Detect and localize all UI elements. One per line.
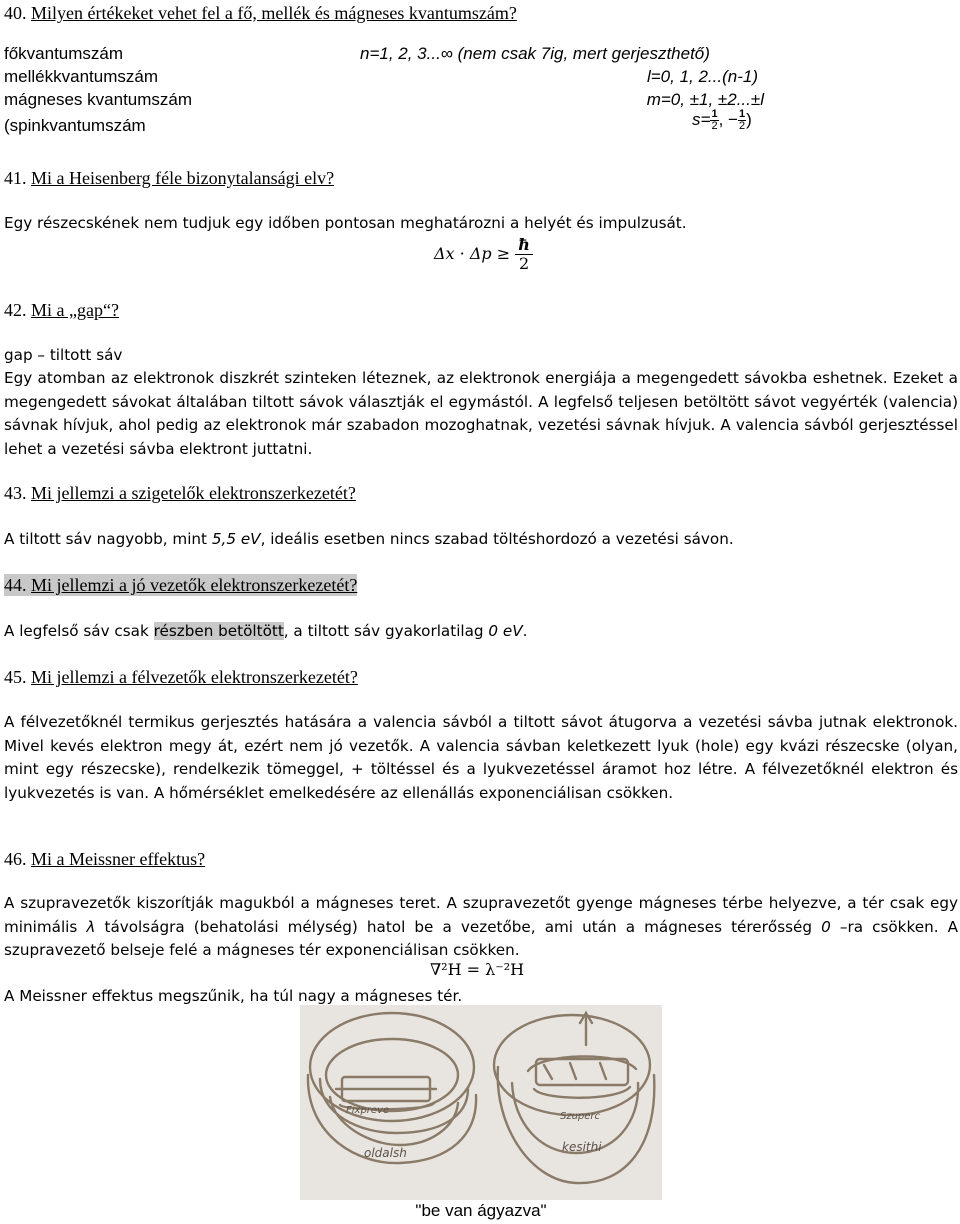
hbar-fraction: $\frac{ħ}{2}$ <box>515 236 533 273</box>
question-title: Mi jellemzi a szigetelők elektronszerkezetét? <box>31 483 356 503</box>
heisenberg-text: Egy részecskének nem tudjuk egy időben pontosan meghatározni a helyét és impulzusát. <box>4 214 687 232</box>
principal-quantum-value: n=1, 2, 3...∞ (nem csak 7ig, mert gerjeszthető) <box>360 44 710 63</box>
magnetic-quantum-label: mágneses kvantumszám <box>4 90 193 109</box>
gap-explanation: Egy atomban az elektronok diszkrét szinteken léteznek, az elektronok energiája a megengedett sávokba eshetnek. Ezeket a megengedett sávokat általában tiltott sávok választják el egymástól. A legfelső teljesen betöltött sávot vegyérték (valencia) sávnak hívjuk, ahol pedig az elektronok már szabadon mozoghatnak, vezetési sávnak hívjuk. A valencia sávból gerjesztéssel lehet a vezetési sávba elektront juttatni. <box>4 369 958 458</box>
spin-fraction-negative: $\frac{1}{2}$ <box>738 108 746 133</box>
meissner-sketch-photo <box>300 1005 662 1200</box>
meissner-sketch <box>300 1005 662 1200</box>
question-title: Mi jellemzi a jó vezetők elektronszerkezetét? <box>31 575 358 595</box>
highlighted-phrase: részben betöltött <box>153 622 284 640</box>
question-title: Mi jellemzi a félvezetők elektronszerkezetét? <box>31 667 358 687</box>
azimuthal-quantum-label: mellékkvantumszám <box>4 67 158 86</box>
question-45-heading <box>4 666 358 688</box>
question-title: Mi a „gap“? <box>31 300 119 320</box>
left-sketch-caption: oldalsh <box>364 1146 407 1160</box>
left-sketch-label: Fixpreve <box>346 1105 390 1116</box>
london-equation: ∇²H = λ⁻²H <box>430 960 525 979</box>
azimuthal-quantum-value: l=0, 1, 2...(n-1) <box>646 67 758 86</box>
gap-definition: gap – tiltott sáv <box>4 346 123 364</box>
principal-quantum-label: főkvantumszám <box>4 44 124 63</box>
question-number: 42. <box>4 300 27 320</box>
question-title: Mi a Meissner effektus? <box>31 849 206 869</box>
figure-caption: "be van ágyazva" <box>415 1201 547 1220</box>
question-number: 40. <box>4 3 27 23</box>
magnetic-quantum-value: m=0, ±1, ±2...±l <box>646 90 764 109</box>
insulator-text: A tiltott sáv nagyobb, mint 5,5 eV, ideális esetben nincs szabad töltéshordozó a vezetési sávon. <box>4 530 734 548</box>
question-40-heading <box>4 2 517 24</box>
spin-quantum-label: (spinkvantumszám <box>4 116 146 135</box>
question-title: Mi a Heisenberg féle bizonytalansági elv? <box>31 168 335 188</box>
question-number: 45. <box>4 667 27 687</box>
question-46-heading <box>4 848 205 870</box>
meissner-text: A szupravezetők kiszorítják magukból a mágneses teret. A szupravezetőt gyenge mágneses térbe helyezve, a tér csak egy minimális λ távolságra (behatolási mélység) hatol be a vezetőbe, ami után a mágneses térerősség 0 –ra csökken. A szupravezető belseje felé a mágneses tér exponenciálisan csökken. <box>4 894 959 959</box>
right-sketch-caption: kesithi <box>562 1140 602 1154</box>
question-number: 46. <box>4 849 27 869</box>
question-title: Milyen értékeket vehet fel a fő, mellék és mágneses kvantumszám? <box>31 3 517 23</box>
question-number: 44. <box>4 575 27 595</box>
spin-quantum-value: s= $\frac{1}{2}$ , − $\frac{1}{2}$ ) <box>692 108 752 133</box>
question-number: 43. <box>4 483 27 503</box>
spin-fraction-positive: $\frac{1}{2}$ <box>711 108 718 133</box>
meissner-conclusion: A Meissner effektus megszűnik, ha túl nagy a mágneses tér. <box>4 987 463 1005</box>
question-number: 41. <box>4 168 27 188</box>
question-43-heading <box>4 482 356 504</box>
question-42-heading <box>4 299 119 321</box>
question-44-heading <box>4 574 357 596</box>
heisenberg-formula: Δx · Δp ≥ $\frac{ħ}{2}$ <box>434 236 533 273</box>
question-41-heading <box>4 167 334 189</box>
semiconductor-text: A félvezetőknél termikus gerjesztés hatására a valencia sávból a tiltott sávot átugorva a vezetési sávba jutnak elektronok. Mivel kevés elektron megy át, ezért nem jó vezetők. A valencia sávban keletkezett lyuk (hole) egy kvázi részecske (olyan, mint egy részecske), rendelkezik tömeggel, + töltéssel és a lyukvezetéssel áramot hoz létre. A félvezetőknél elektron és lyukvezetés is van. A hőmérséklet emelkedésére az ellenállás exponenciálisan csökken. <box>4 713 958 802</box>
conductor-text: A legfelső sáv csak részben betöltött, a tiltott sáv gyakorlatilag 0 eV. <box>4 622 528 640</box>
right-sketch-label: Szuperc <box>560 1111 601 1122</box>
